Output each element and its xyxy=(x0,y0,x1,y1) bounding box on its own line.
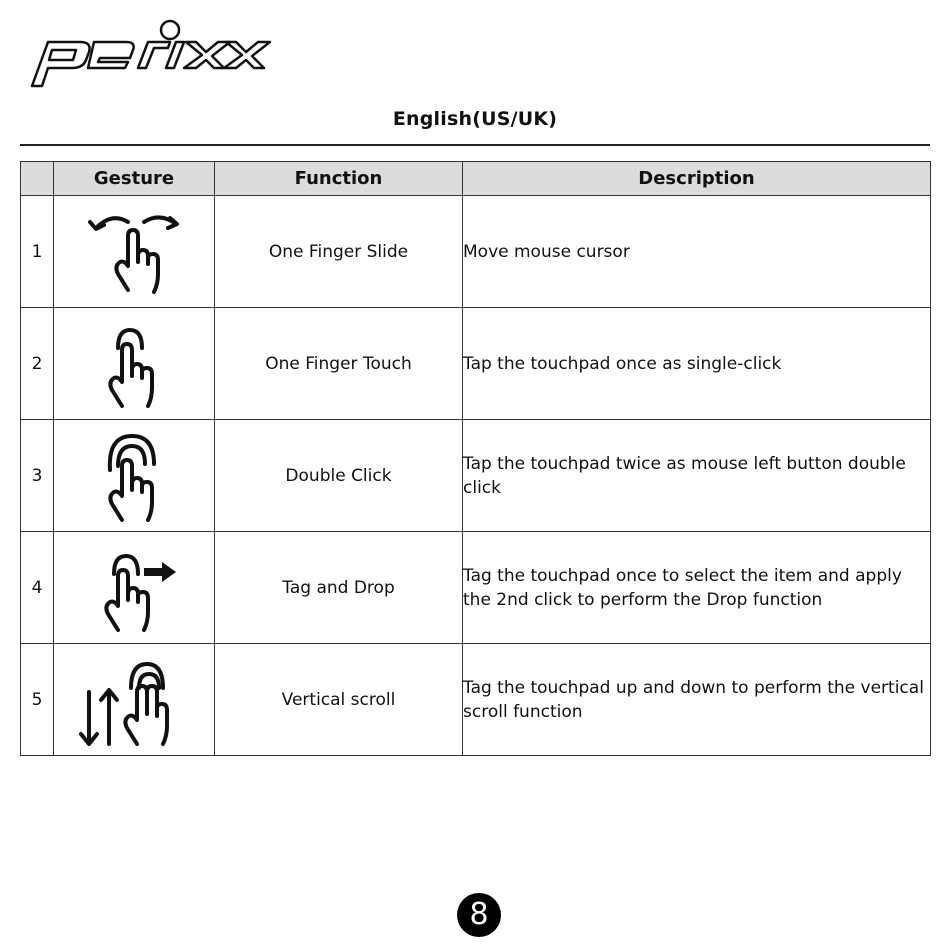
row-number: 4 xyxy=(21,532,54,644)
function-label: Vertical scroll xyxy=(215,644,463,756)
one-finger-slide-icon xyxy=(84,200,184,304)
function-label: Double Click xyxy=(215,420,463,532)
gesture-cell xyxy=(54,532,215,644)
page-number-badge: 8 xyxy=(457,893,501,937)
one-finger-touch-icon xyxy=(84,312,184,416)
table-row xyxy=(21,420,931,532)
table-row xyxy=(21,196,931,308)
description-text: Move mouse cursor xyxy=(463,196,931,308)
row-number: 5 xyxy=(21,644,54,756)
row-number: 2 xyxy=(21,308,54,420)
table-row xyxy=(21,644,931,756)
gesture-cell xyxy=(54,308,215,420)
gesture-cell xyxy=(54,420,215,532)
function-label: One Finger Slide xyxy=(215,196,463,308)
number-column-header xyxy=(21,162,54,196)
description-text: Tag the touchpad up and down to perform the vertical scroll function xyxy=(463,644,931,756)
perixx-wordmark xyxy=(18,18,272,92)
description-text: Tap the touchpad twice as mouse left button double click xyxy=(463,420,931,532)
description-column-header: Description xyxy=(463,162,931,196)
row-number: 3 xyxy=(21,420,54,532)
gesture-table xyxy=(20,161,931,756)
language-title: English(US/UK) xyxy=(392,108,558,130)
function-column-header: Function xyxy=(215,162,463,196)
table-header-row xyxy=(21,162,931,196)
perixx-logo xyxy=(18,18,272,92)
tap-and-drag-icon xyxy=(84,536,184,640)
function-label: Tag and Drop xyxy=(215,532,463,644)
title-divider xyxy=(20,144,930,146)
gesture-column-header: Gesture xyxy=(54,162,215,196)
row-number: 1 xyxy=(21,196,54,308)
table-row xyxy=(21,308,931,420)
description-text: Tag the touchpad once to select the item and apply the 2nd click to perform the Drop function xyxy=(463,532,931,644)
vertical-scroll-icon xyxy=(75,648,193,752)
description-text: Tap the touchpad once as single-click xyxy=(463,308,931,420)
gesture-cell xyxy=(54,196,215,308)
double-click-icon xyxy=(84,424,184,528)
function-label: One Finger Touch xyxy=(215,308,463,420)
table-row xyxy=(21,532,931,644)
gesture-cell xyxy=(54,644,215,756)
